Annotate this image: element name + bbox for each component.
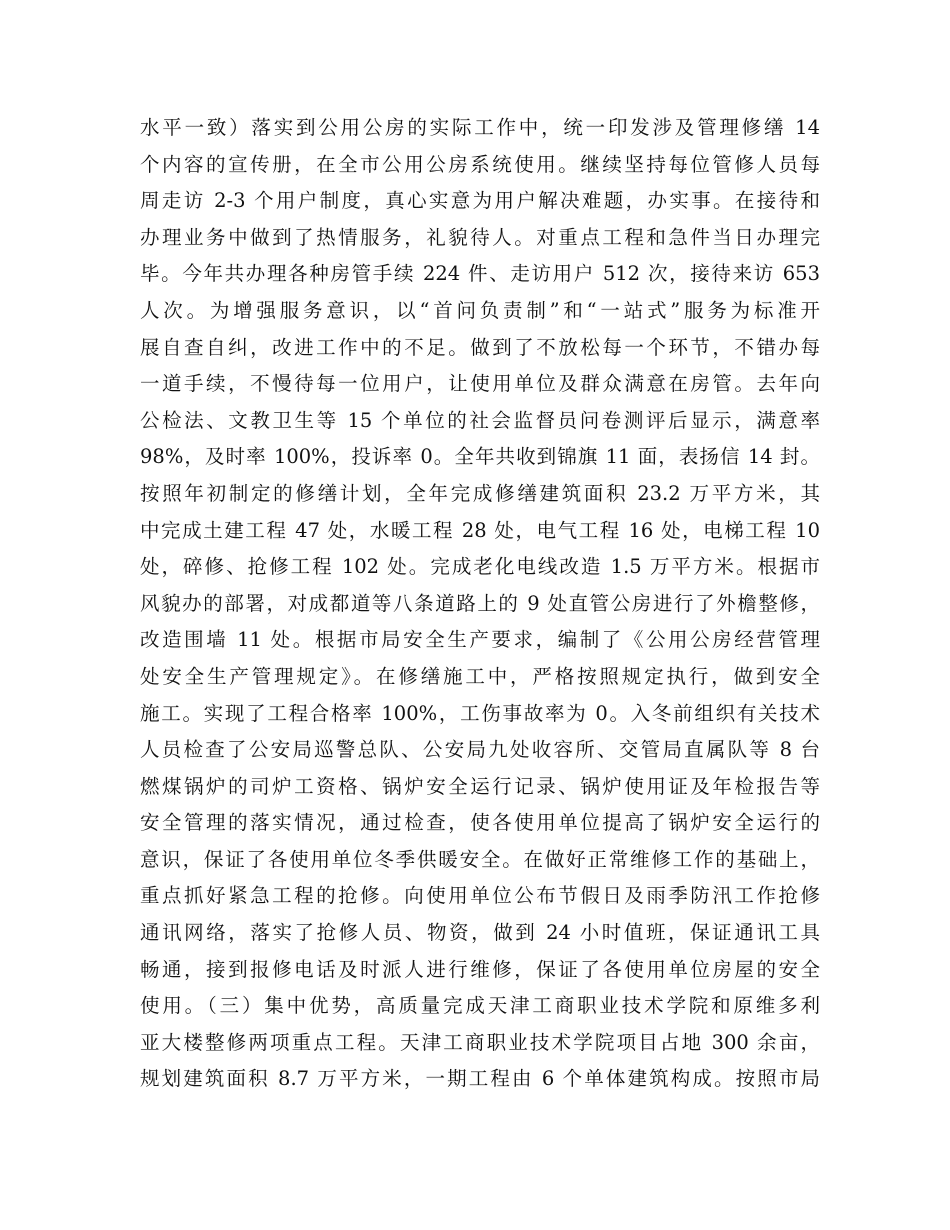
- text-line: 公检法、文教卫生等 15 个单位的社会监督员问卷测评后显示，满意率: [140, 408, 820, 432]
- text-line: 畅通，接到报修电话及时派人进行维修，保证了各使用单位房屋的安全: [140, 957, 820, 981]
- text-line: 规划建筑面积 8.7 万平方米，一期工程由 6 个单体建筑构成。按照市局: [140, 1067, 820, 1091]
- text-line: 使用。（三）集中优势，高质量完成天津工商职业技术学院和原维多利: [140, 994, 820, 1018]
- text-line: 人员检查了公安局巡警总队、公安局九处收容所、交管局直属队等 8 台: [140, 738, 820, 762]
- text-line: 办理业务中做到了热情服务，礼貌待人。对重点工程和急件当日办理完: [140, 225, 820, 249]
- text-line: 人次。为增强服务意识，以“首问负责制”和“一站式”服务为标准开: [140, 298, 820, 322]
- text-line: 周走访 2-3 个用户制度，真心实意为用户解决难题，办实事。在接待和: [140, 189, 820, 213]
- text-line: 处安全生产管理规定》。在修缮施工中，严格按照规定执行，做到安全: [140, 664, 820, 688]
- text-line: 按照年初制定的修缮计划，全年完成修缮建筑面积 23.2 万平方米，其: [140, 481, 820, 505]
- text-line: 燃煤锅炉的司炉工资格、锅炉安全运行记录、锅炉使用证及年检报告等: [140, 774, 820, 798]
- text-line: 一道手续，不慢待每一位用户，让使用单位及群众满意在房管。去年向: [140, 372, 820, 396]
- text-line: 个内容的宣传册，在全市公用公房系统使用。继续坚持每位管修人员每: [140, 152, 820, 176]
- text-line: 改造围墙 11 处。根据市局安全生产要求，编制了《公用公房经营管理: [140, 628, 820, 652]
- text-line: 中完成土建工程 47 处，水暖工程 28 处，电气工程 16 处，电梯工程 10: [140, 518, 820, 542]
- text-line: 通讯网络，落实了抢修人员、物资，做到 24 小时值班，保证通讯工具: [140, 921, 820, 945]
- text-line: 安全管理的落实情况，通过检查，使各使用单位提高了锅炉安全运行的: [140, 811, 820, 835]
- text-line: 意识，保证了各使用单位冬季供暖安全。在做好正常维修工作的基础上，: [140, 847, 820, 871]
- text-line: 施工。实现了工程合格率 100%，工伤事故率为 0。入冬前组织有关技术: [140, 701, 820, 725]
- text-line: 风貌办的部署，对成都道等八条道路上的 9 处直管公房进行了外檐整修，: [140, 591, 820, 615]
- text-line: 展自查自纠，改进工作中的不足。做到了不放松每一个环节，不错办每: [140, 335, 820, 359]
- text-line: 重点抓好紧急工程的抢修。向使用单位公布节假日及雨季防汛工作抢修: [140, 884, 820, 908]
- body-text: [140, 110, 820, 1098]
- text-line: 毕。今年共办理各种房管手续 224 件、走访用户 512 次，接待来访 653: [140, 262, 820, 286]
- text-line: 98%，及时率 100%，投诉率 0。全年共收到锦旗 11 面，表扬信 14 封。: [140, 445, 820, 469]
- text-line: 亚大楼整修两项重点工程。天津工商职业技术学院项目占地 300 余亩，: [140, 1030, 820, 1054]
- text-line: 水平一致）落实到公用公房的实际工作中，统一印发涉及管理修缮 14: [140, 116, 820, 139]
- text-line: 处，碎修、抢修工程 102 处。完成老化电线改造 1.5 万平方米。根据市: [140, 555, 820, 579]
